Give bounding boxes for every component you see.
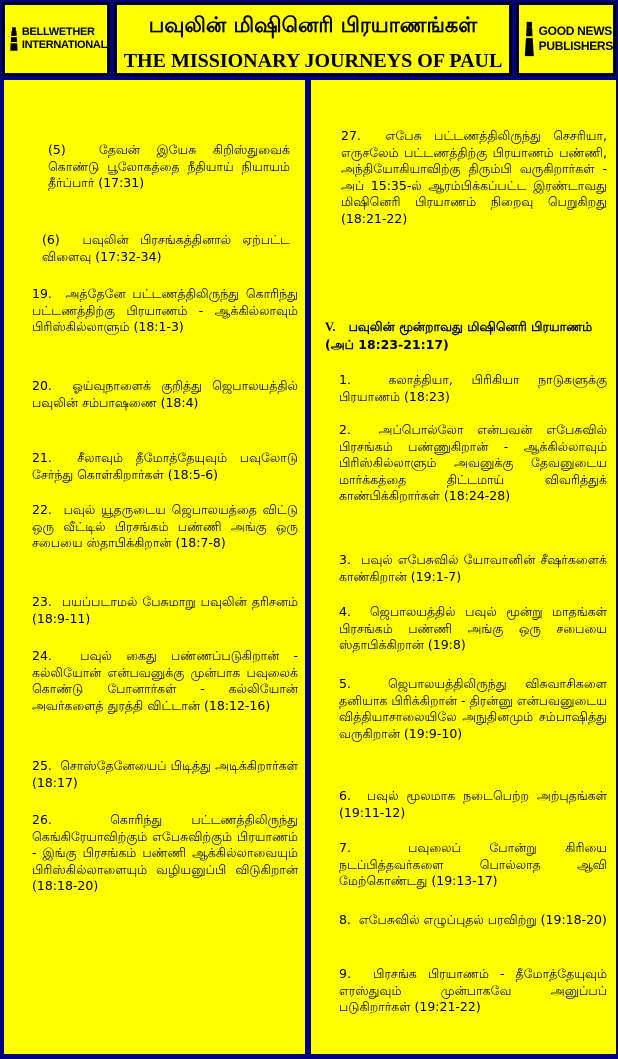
- item-text: கலாத்தியா, பிரிகியா நாடுகளுக்கு பிரயாணம் (18:23): [339, 372, 607, 404]
- logo-left-line1: BELLWETHER: [21, 26, 95, 38]
- item-number: 26.: [32, 812, 52, 827]
- logo-left-line2: INTERNATIONAL: [21, 39, 107, 51]
- list-item: [42, 232, 290, 265]
- item-text: ஓய்வுநாளைக் குறித்து ஜெபாலயத்தில் பவுலின் சம்பாஷணை (18:4): [32, 378, 298, 410]
- list-item: [339, 788, 607, 821]
- item-number: 23.: [32, 594, 52, 609]
- list-item: [32, 286, 298, 336]
- item-number: 9.: [339, 966, 351, 981]
- list-item: [32, 758, 298, 791]
- item-text: கொரிந்து பட்டணத்திலிருந்து கெங்கிரேயாவிற்கும் எபேசுவிற்கும் பிரயாணம் - இங்கு பிரசங்கம் பண்ணி ஆக்கில்லாவையும் பிரிஸ்கில்லாளையும் வழியனுப்பி விடுகிறான் (18:18-20): [32, 812, 298, 893]
- item-text: எபேசுவில் எழுப்புதல் பரவிற்று (19:18-20): [358, 912, 607, 927]
- item-number: (6): [42, 232, 60, 247]
- item-text: பவுல் எபேசுவில் யோவானின் சீஷர்களைக் காண்கிறான் (19:1-7): [339, 552, 607, 584]
- list-item: [32, 378, 298, 411]
- item-text: அத்தேனே பட்டணத்திலிருந்து கொரிந்து பட்டணத்திற்கு பிரயாணம் - ஆக்கில்லாவும் பிரிஸ்கில்லாளும் (18:1-3): [32, 286, 298, 334]
- logo-right-line1: GOOD NEWS: [538, 24, 612, 38]
- page-title-box: [114, 2, 512, 76]
- list-item: [339, 912, 607, 929]
- item-text: எபேசு பட்டணத்திலிருந்து செசரியா, எருசலேம் பட்டணத்திற்கு பிரயாணம் பண்ணி, அந்தியோகியாவிற்கு திரும்பி வருகிறார்கள் - அப் 15:35-ல் ஆரம்பிக்கப்பட்ட இரண்டாவது மிஷினெரி பிரயாணம் நிறைவு பெறுகிறது (18:21-22): [341, 128, 607, 226]
- list-item: [32, 450, 298, 483]
- list-item: [339, 840, 607, 890]
- list-item: [32, 648, 298, 714]
- item-number: 5.: [339, 676, 351, 691]
- item-text: பவுலைப் போன்று கிரியை நடப்பித்தவர்களை பொல்லாத ஆவி மேற்கொண்டது (19:13-17): [339, 840, 608, 888]
- right-column: [311, 80, 616, 1054]
- list-item: [339, 372, 607, 405]
- item-text: பவுல் கைது பண்ணப்படுகிறான் - கல்லியோன் என்பவனுக்கு முன்பாக பவுலைக் கொண்டு போனார்கள் - கல்லியோன் அவர்களைத் துரத்தி விட்டான் (18:12-16): [32, 648, 298, 713]
- list-item: [339, 422, 607, 505]
- bellwether-logo: [2, 2, 110, 76]
- logo-right-line2: PUBLISHERS: [538, 39, 613, 53]
- item-number: 27.: [341, 128, 361, 143]
- list-item: [339, 552, 607, 585]
- section-title: பவுலின் மூன்றாவது மிஷினெரி பிரயாணம் (அப் 18:23-21:17): [325, 319, 593, 352]
- item-text: பவுல் மூலமாக நடைபெற்ற அற்புதங்கள் (19:11-12): [339, 788, 608, 820]
- item-number: 4.: [339, 604, 351, 619]
- section-heading: [325, 318, 605, 353]
- item-text: சீலாவும் தீமோத்தேயுவும் பவுலோடு சேர்ந்து கொள்கிறார்கள் (18:5-6): [32, 450, 298, 482]
- list-item: [341, 128, 607, 227]
- item-number: 2.: [339, 422, 351, 437]
- item-text: சொஸ்தேனேயைப் பிடித்து அடிக்கிறார்கள் (18:17): [32, 758, 299, 790]
- lighthouse-icon: [9, 18, 19, 60]
- item-number: 19.: [32, 286, 52, 301]
- good-news-logo: [516, 2, 616, 76]
- item-text: பயப்படாமல் பேசுமாறு பவுலின் தரிசனம் (18:9-11): [32, 594, 298, 626]
- item-number: 7.: [339, 840, 351, 855]
- item-text: ஜெபாலயத்திலிருந்து விசுவாசிகளை தனியாக பிரிக்கிறான் - திரன்னு என்பவனுடைய வித்தியாசாலையிலே அநுதினமும் சம்பாஷித்து வருகிறான் (19:9-10): [339, 676, 607, 741]
- item-number: 8.: [339, 912, 351, 927]
- item-text: அப்பொல்லோ என்பவன் எபேசுவில் பிரசங்கம் பண்ணுகிறான் - ஆக்கில்லாவும் பிரிஸ்கில்லாளும் அவனுக்கு தேவனுடைய மார்க்கத்தை திட்டமாய் விவரித்துக் காண்பிக்கிறார்கள் (18:24-28): [339, 422, 607, 503]
- list-item: [32, 812, 298, 895]
- left-column: [4, 80, 305, 1054]
- item-text: பிரசங்க பிரயாணம் - தீமோத்தேயுவும் எரஸ்துவும் முன்பாகவே அனுப்பப் படுகிறார்கள் (19:21-22): [339, 966, 608, 1014]
- page-title-english: THE MISSIONARY JOURNEYS OF PAUL: [123, 50, 503, 72]
- list-item: [32, 502, 298, 552]
- list-item: [48, 142, 290, 192]
- item-number: 1.: [339, 372, 351, 387]
- section-number: V.: [325, 320, 336, 334]
- item-number: 20.: [32, 378, 52, 393]
- item-number: 21.: [32, 450, 52, 465]
- item-text: தேவன் இயேசு கிறிஸ்துவைக் கொண்டு பூலோகத்தை நீதியாய் நியாயம் தீர்ப்பார் (17:31): [48, 142, 290, 190]
- list-item: [339, 604, 607, 654]
- item-number: 25.: [32, 758, 52, 773]
- item-number: 3.: [339, 552, 351, 567]
- item-number: 22.: [32, 502, 52, 517]
- page-title-tamil: பவுலின் மிஷினெரி பிரயாணங்கள்: [148, 13, 478, 37]
- lighthouse-icon: [523, 18, 536, 60]
- item-text: பவுலின் பிரசங்கத்தினால் ஏற்பட்ட விளைவு (17:32-34): [42, 232, 290, 264]
- item-number: 6.: [339, 788, 351, 803]
- item-number: 24.: [32, 648, 52, 663]
- item-text: ஜெபாலயத்தில் பவுல் மூன்று மாதங்கள் பிரசங்கம் பண்ணி அங்கு ஒரு சபையை ஸ்தாபிக்கிறான் (19:8): [339, 604, 607, 652]
- list-item: [32, 594, 298, 627]
- item-number: (5): [48, 142, 66, 157]
- item-text: பவுல் யூதருடைய ஜெபாலயத்தை விட்டு ஒரு வீட்டில் பிரசங்கம் பண்ணி அங்கு ஒரு சபையை ஸ்தாபிக்கிறான் (18:7-8): [32, 502, 298, 550]
- list-item: [339, 966, 607, 1016]
- list-item: [339, 676, 607, 742]
